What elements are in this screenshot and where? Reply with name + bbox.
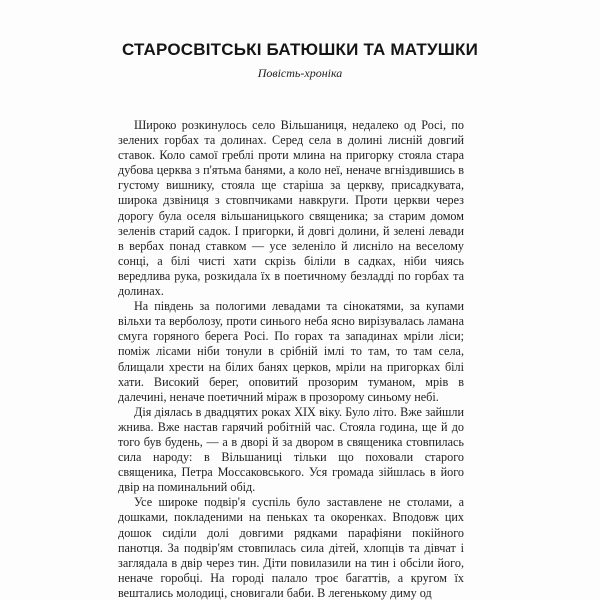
body-text: [118, 118, 464, 600]
paragraph: Широко розкинулось село Вільшаниця, недалеко од Росі, по зелених горбах та долинах. Серед села в долині лисній довгий ставок. Коло самої греблі проти млина на пригорку стояла стара дубова церква з п'ятьма банями, а коло неї, неначе вгніздившись в густому вишнику, стояла ще старіша за церкву, присадкувата, широка дзвіниця з стовпчиками навкруги. Проти церкви через дорогу була оселя вільшаницького священика; за старим домом зеленів старий садок. І пригорки, й довгі долини, й зелені левади в вербах понад ставком — усе зеленіло й лисніло на веселому сонці, а білі чисті хати скрізь біліли в садках, ніби чиясь вередлива рука, розкидала їх в поетичному безладді по горбах та долинах.: [118, 118, 464, 299]
chapter-title: СТАРОСВІТСЬКІ БАТЮШКИ ТА МАТУШКИ: [121, 40, 479, 59]
chapter-subtitle: Повість-хроніка: [257, 66, 343, 80]
paragraph: Усе широке подвір'я суспіль було заставлене не столами, а дошками, покладеними на пеньках та окоренках. Вподовж цих дошок сиділи долі довгими рядками парафіяни покійного панотця. За подвір'ям стовпилась сила дітей, хлопців та дівчат і заглядала в двір через тин. Діти повилазили на тин і обсіли його, неначе горобці. На городі палало троє багаттів, а кругом їх вештались молодиці, сновигали баби. В легенькому диму од: [118, 495, 464, 600]
paragraph: На південь за пологими левадами та сінокатями, за купами вільхи та верболозу, проти синього неба ясно вирізувалась ламана смуга горяного берега Росі. По горах та западинах мріли ліси; поміж лісами ніби тонули в срібній імлі то там, то там села, блищали хрести на білих банях церков, мріли на пригорках білі хати. Високий берег, оповитий прозорим туманом, мрів в далечині, неначе поетичний міраж в прозорому синьому небі.: [118, 299, 464, 404]
paragraph: Дія діялась в двадцятих роках XIX віку. Було літо. Вже зайшли жнива. Вже настав гарячий робітній час. Стояла година, ще й до того був будень, — а в дворі й за двором в священика стовпилась сила народу: в Вільшаниці тільки що поховали старого священика, Петра Моссаковського. Уся громада зійшлась в його двір на поминальний обід.: [118, 404, 464, 495]
